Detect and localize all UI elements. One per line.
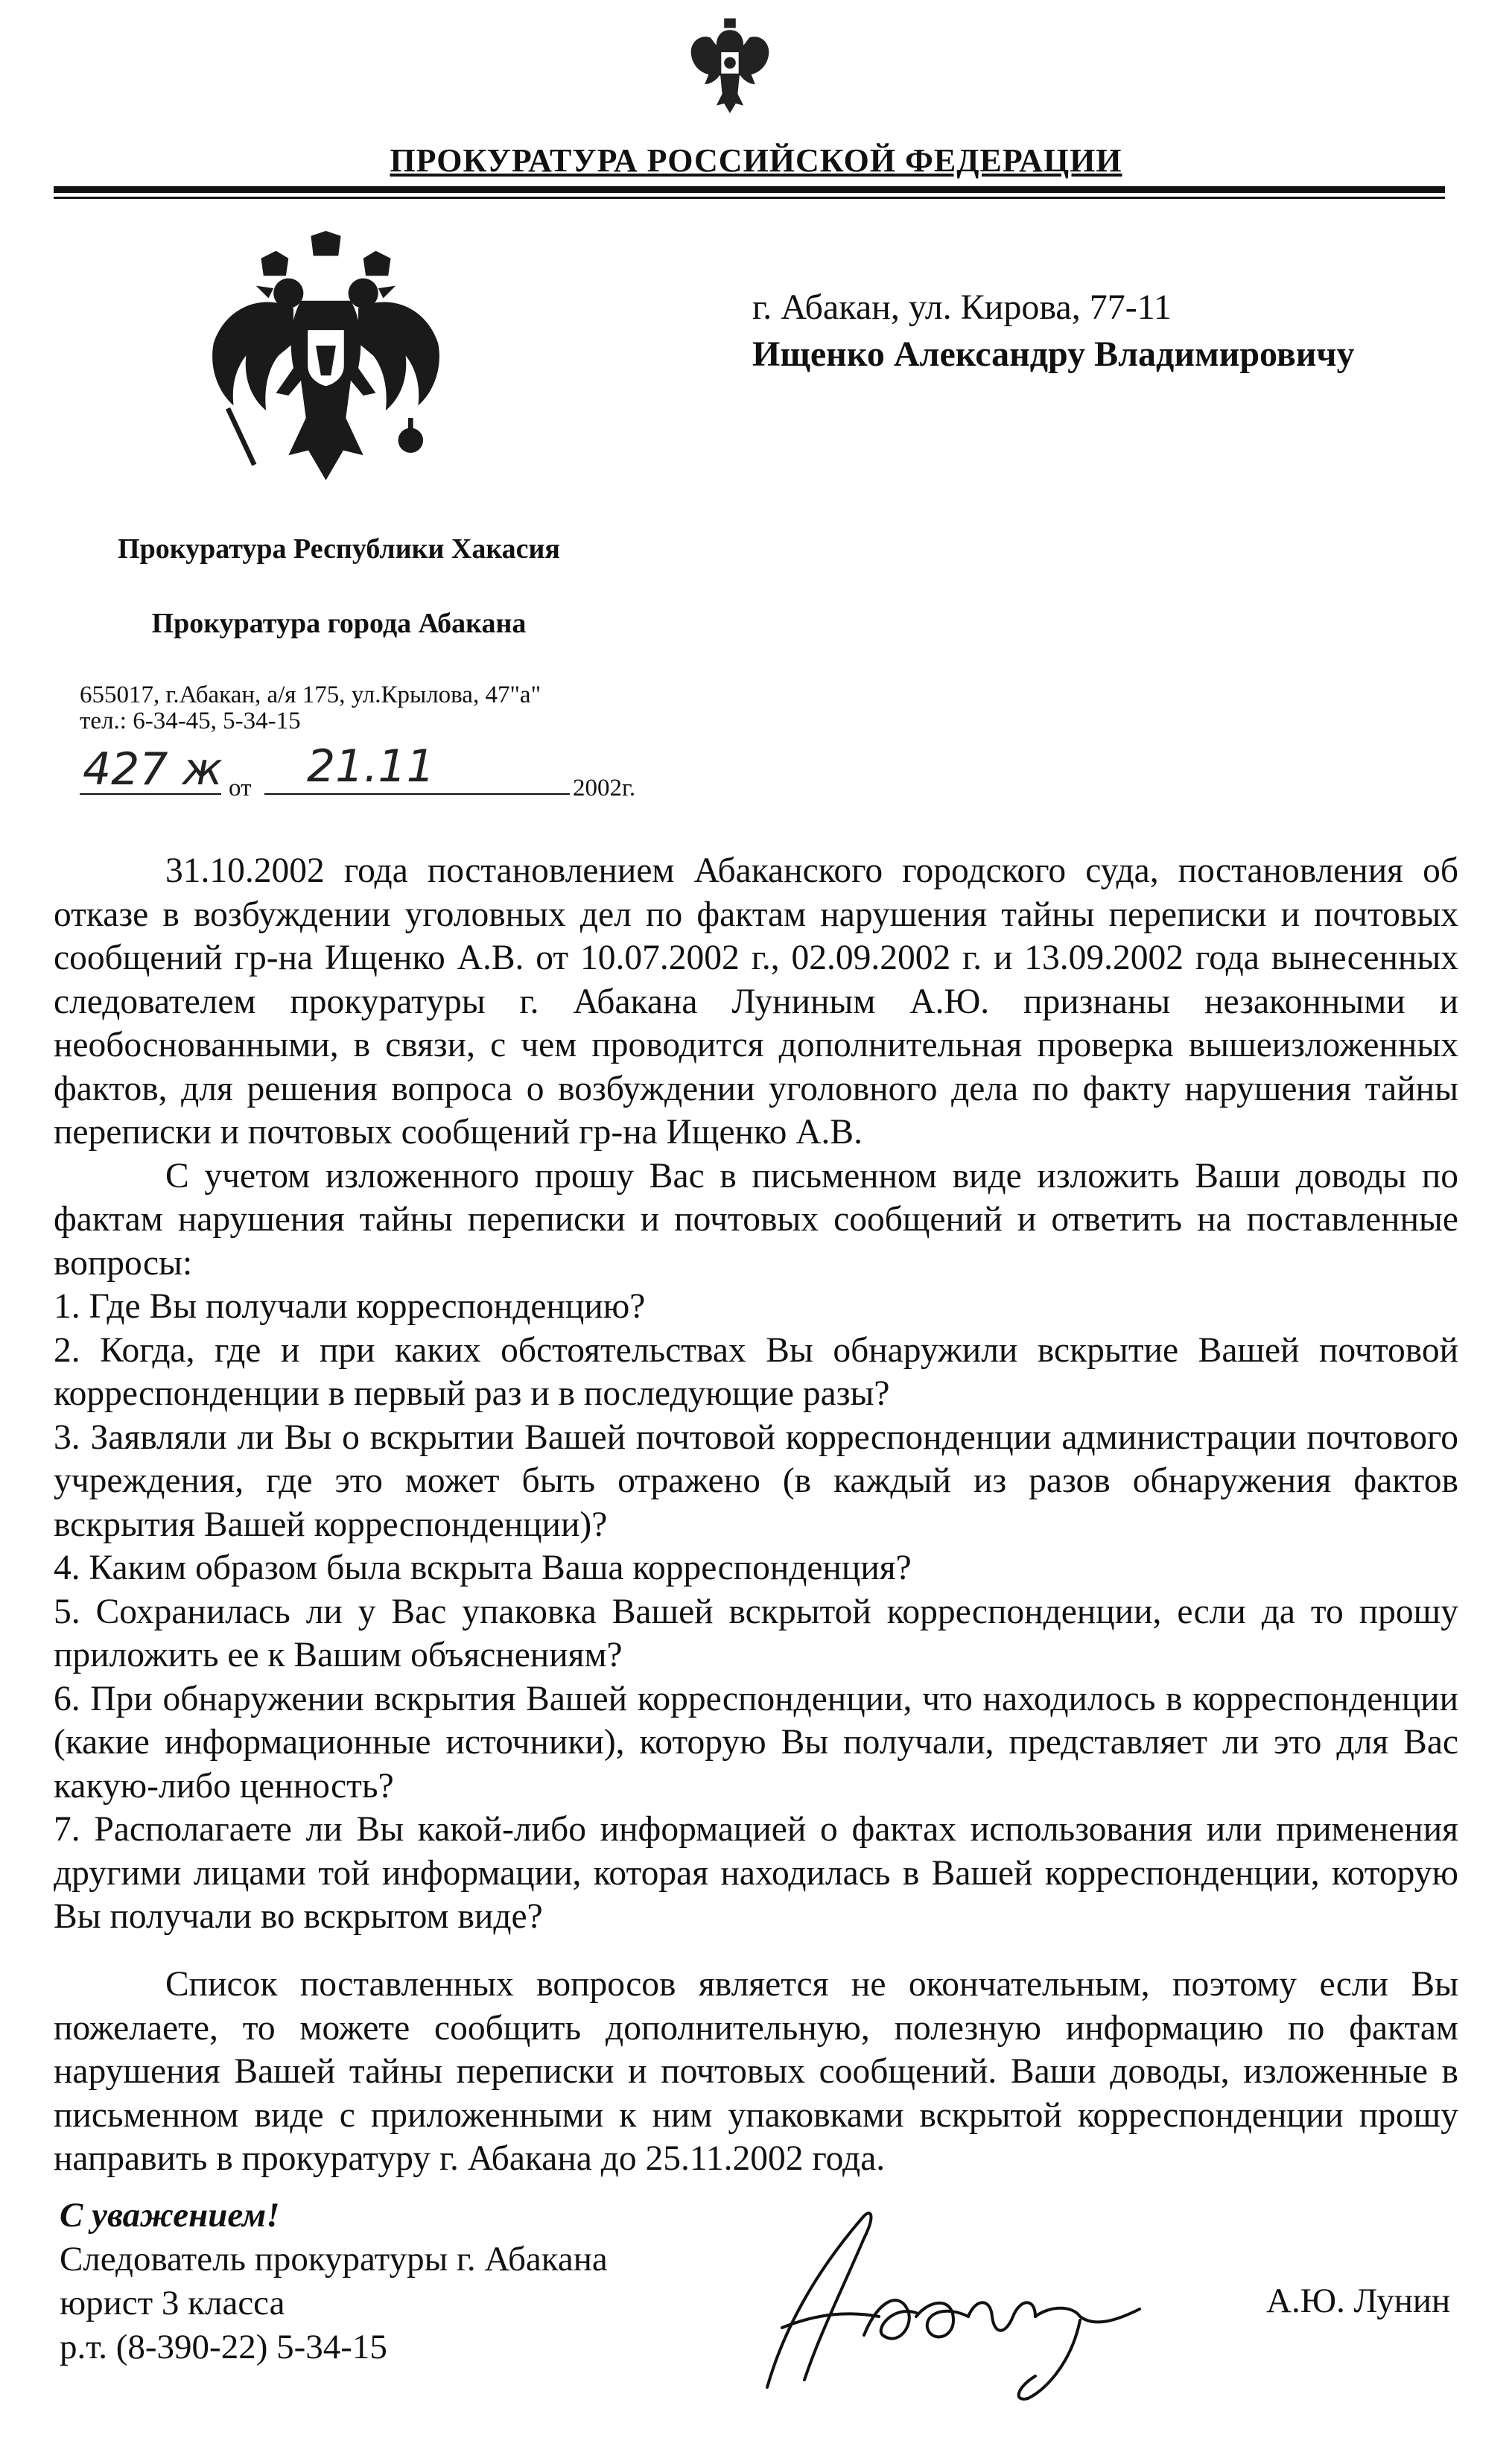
question-item: 1. Где Вы получали корреспонденцию? — [54, 1287, 646, 1326]
closing-paragraph-block — [54, 1963, 1458, 2181]
question-item: 2. Когда, где и при каких обстоятельствах Вы обнаружили вскрытие Вашей почтовой корреспонденции в первый раз и в последующие разы? — [54, 1330, 1458, 1413]
greeting: С уважением! — [60, 2196, 280, 2235]
body-paragraph-1: 31.10.2002 года постановлением Абаканского городского суда, постановления об отказе в возбуждении уголовных дел по фактам нарушения тайны переписки и почтовых сообщений гр-на Ищенко А.В. от 10.07.2002 г., 02.09.2002 г. и 13.09.2002 года вынесенных следователем прокуратуры г. Абакана Луниным А.Ю. признаны незаконными и необоснованными, в связи, с чем проводится дополнительная проверка вышеизложенных фактов, для решения вопроса о возбуждении уголовного дела по факту нарушения тайны переписки и почтовых сообщений гр-на Ищенко А.В. — [54, 851, 1458, 1152]
question-item: 3. Заявляли ли Вы о вскрытии Вашей почтовой корреспонденции администрации почтового учреждения, где это может быть отражено (в каждый из разов обнаружения фактов вскрытия Вашей корреспонденции)? — [54, 1417, 1458, 1544]
reg-year: 2002г. — [573, 775, 636, 801]
signer-name: А.Ю. Лунин — [1266, 2282, 1451, 2320]
reg-number-line — [80, 793, 221, 795]
question-item: 5. Сохранилась ли у Вас упаковка Вашей вскрытой корреспонденции, если да то прошу приложить ее к Вашим объяснениям? — [54, 1592, 1458, 1674]
top-emblem-icon — [682, 15, 778, 134]
question-item: 4. Каким образом была вскрыта Ваша корреспонденция? — [54, 1549, 912, 1587]
reg-date-line — [264, 793, 570, 795]
recipient-address: г. Абакан, ул. Кирова, 77-11 — [752, 288, 1172, 327]
signature-block — [60, 2194, 608, 2369]
ot-label: от — [229, 775, 252, 801]
registration-row — [80, 740, 636, 804]
header-rule-thick — [54, 186, 1445, 193]
double-headed-eagle-icon — [201, 231, 451, 518]
prosecutor-office-header: ПРОКУРАТУРА РОССИЙСКОЙ ФЕДЕРАЦИИ — [390, 142, 1122, 179]
reg-number-handwritten: 427 ж — [83, 743, 223, 796]
signer-rank: юрист 3 класса — [60, 2284, 285, 2322]
sender-org-republic: Прокуратура Республики Хакасия — [118, 533, 560, 565]
signer-position: Следователь прокуратуры г. Абакана — [60, 2240, 608, 2279]
recipient-name: Ищенко Александру Владимировичу — [752, 334, 1355, 374]
letter-body — [54, 849, 1458, 1939]
sender-phone: тел.: 6-34-45, 5-34-15 — [80, 708, 301, 734]
handwritten-signature — [752, 2186, 1169, 2410]
body-paragraph-2: С учетом изложенного прошу Вас в письменном виде изложить Ваши доводы по фактам нарушения тайны переписки и почтовых сообщений и ответить на поставленные вопросы: — [54, 1156, 1458, 1283]
signer-phone: р.т. (8-390-22) 5-34-15 — [60, 2328, 387, 2366]
body-paragraph-3: Список поставленных вопросов является не окончательным, поэтому если Вы пожелаете, то можете сообщить дополнительную, полезную информацию по фактам нарушения Вашей тайны переписки и почтовых сообщений. Ваши доводы, изложенные в письменном виде с приложенными к ним упаковками вскрытой корреспонденции прошу направить в прокуратуру г. Абакана до 25.11.2002 года. — [54, 1965, 1458, 2178]
question-item: 7. Располагаете ли Вы какой-либо информацией о фактах использования или применения другими лицами той информации, которая находилась в Вашей корреспонденции, которую Вы получали во вскрытом виде? — [54, 1810, 1458, 1936]
reg-date-handwritten: 21.11 — [307, 740, 435, 793]
sender-org-city: Прокуратура города Абакана — [151, 608, 527, 639]
header-rule-thin — [54, 197, 1445, 199]
question-item: 6. При обнаружении вскрытия Вашей корреспонденции, что находилось в корреспонденции (какие информационные источники), которую Вы получали, представляет ли это для Вас какую-либо ценность? — [54, 1679, 1458, 1806]
sender-address: 655017, г.Абакан, а/я 175, ул.Крылова, 47"а" — [80, 682, 541, 708]
